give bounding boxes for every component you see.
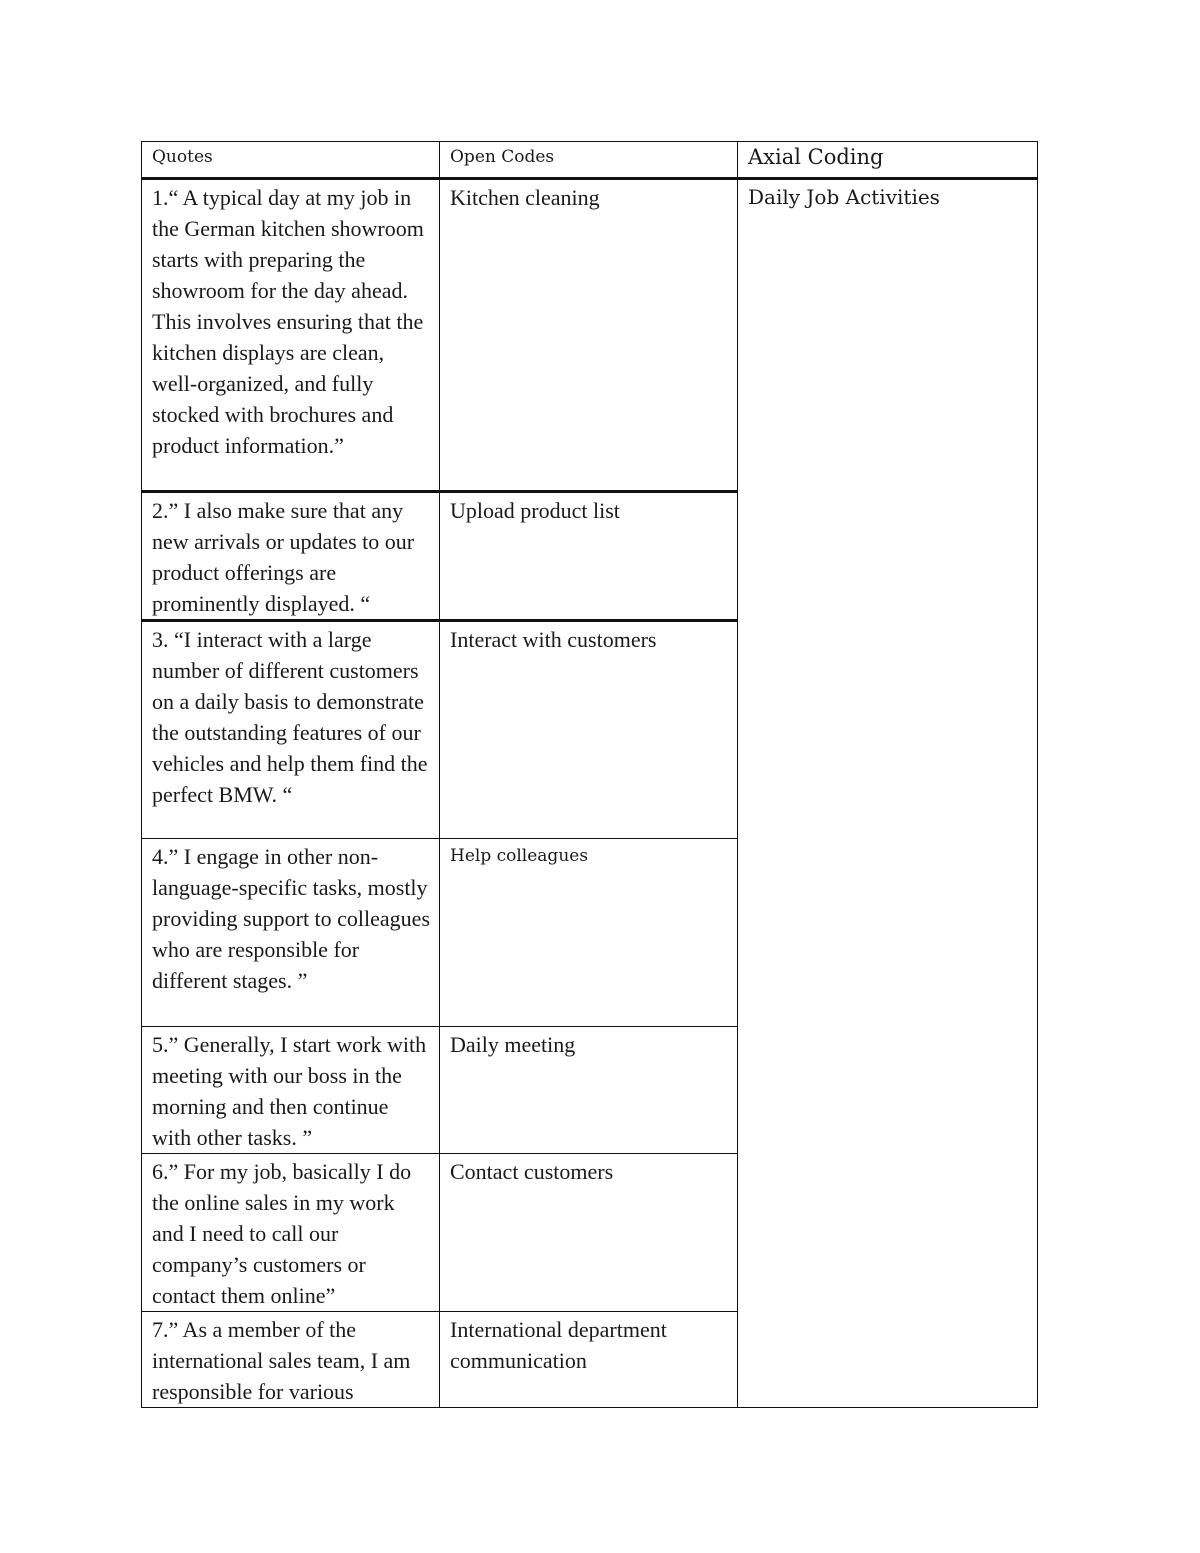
quote-cell: 2.” I also make sure that any new arrivals or updates to our product offerings are prominently displayed. “ [142, 492, 440, 621]
open-code-cell: Contact customers [440, 1154, 738, 1312]
quote-cell: 5.” Generally, I start work with meeting with our boss in the morning and then continue with other tasks. ” [142, 1027, 440, 1154]
quote-cell: 4.” I engage in other non-language-specific tasks, mostly providing support to colleagues who are responsible for different stages. ” [142, 839, 440, 1027]
quote-cell: 6.” For my job, basically I do the online sales in my work and I need to call our company’s customers or contact them online” [142, 1154, 440, 1312]
table-header-row [142, 142, 1038, 179]
header-open-codes: Open Codes [440, 142, 738, 179]
quote-cell: 3. “I interact with a large number of different customers on a daily basis to demonstrate the outstanding features of our vehicles and help them find the perfect BMW. “ [142, 621, 440, 839]
quote-cell: 7.” As a member of the international sales team, I am responsible for various [142, 1312, 440, 1408]
open-code-cell: Interact with customers [440, 621, 738, 839]
header-quotes: Quotes [142, 142, 440, 179]
axial-coding-cell: Daily Job Activities [738, 179, 1038, 1408]
open-code-cell: Kitchen cleaning [440, 179, 738, 492]
open-code-cell: Daily meeting [440, 1027, 738, 1154]
open-code-cell: Upload product list [440, 492, 738, 621]
open-code-cell: Help colleagues [440, 839, 738, 1027]
header-axial-coding: Axial Coding [738, 142, 1038, 179]
table-row [142, 179, 1038, 492]
quote-cell: 1.“ A typical day at my job in the German kitchen showroom starts with preparing the showroom for the day ahead. This involves ensuring that the kitchen displays are clean, well-organized, and fully stocked with brochures and product information.” [142, 179, 440, 492]
open-code-cell: International department communication [440, 1312, 738, 1408]
coding-table [141, 141, 1038, 1408]
